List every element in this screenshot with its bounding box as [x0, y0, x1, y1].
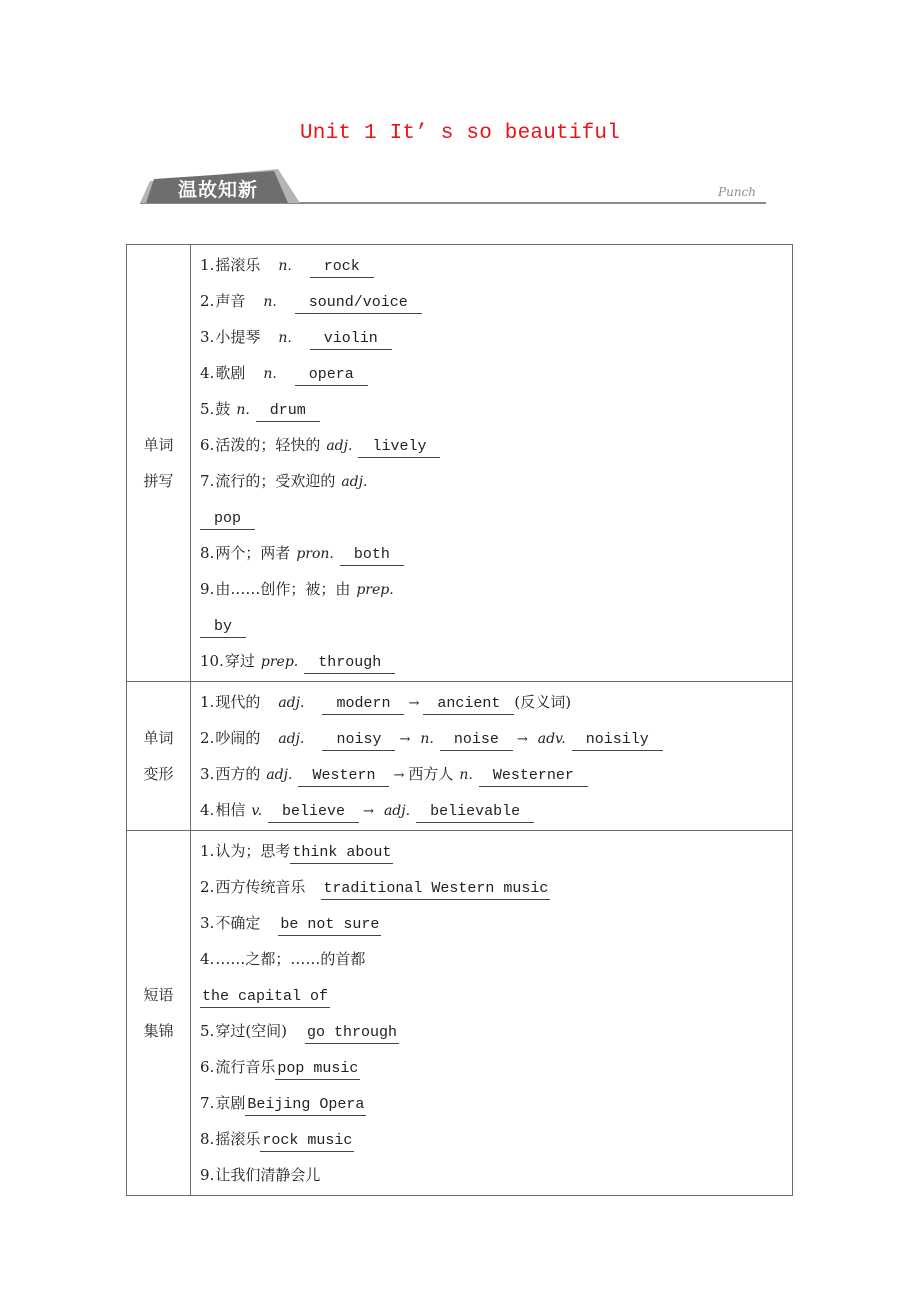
answer: Beijing Opera	[245, 1095, 366, 1116]
answer: go through	[305, 1023, 399, 1044]
list-item: 2.西方传统音乐 traditional Western music	[200, 869, 792, 905]
answer: rock	[310, 257, 374, 278]
answer: opera	[295, 365, 368, 386]
list-item: 6.流行音乐 pop music	[200, 1049, 792, 1085]
answer: Western	[298, 766, 389, 787]
items-cell	[191, 831, 793, 1196]
section-banner	[140, 169, 300, 203]
arrow-right-icon: →	[363, 804, 374, 819]
category-label: 拼写	[143, 472, 174, 490]
answer: ancient	[423, 694, 514, 715]
answer: lively	[358, 437, 440, 458]
page-title: Unit 1 It’ s so beautiful	[299, 122, 621, 145]
arrow-right-icon: →	[393, 768, 405, 783]
category-label: 单词	[143, 436, 174, 454]
category-label: 集锦	[143, 1022, 174, 1040]
list-item: 4.相信 v. believe → adj. believable	[200, 792, 792, 828]
answer: pop	[200, 509, 255, 530]
section-tag: Punch	[718, 185, 756, 199]
list-item: 5.穿过(空间) go through	[200, 1013, 792, 1049]
answer: think about	[290, 843, 393, 864]
list-item-continuation	[200, 607, 792, 643]
answer: rock music	[260, 1131, 354, 1152]
answer: both	[340, 545, 404, 566]
list-item: 9.由……创作；被；由 prep.	[200, 580, 394, 598]
answer: through	[304, 653, 395, 674]
answer: noisy	[322, 730, 395, 751]
list-item: 1.现代的 adj. modern → ancient (反义词)	[200, 684, 792, 720]
list-item: 8.两个；两者 pron. both	[200, 535, 792, 571]
answer: Westerner	[479, 766, 588, 787]
answer: drum	[256, 401, 320, 422]
category-cell	[127, 682, 191, 831]
list-item-continuation	[200, 499, 792, 535]
answer: sound/voice	[295, 293, 422, 314]
list-item: 2.吵闹的 adj. noisy → n. noise → adv. noisily	[200, 720, 792, 756]
items-cell	[191, 682, 793, 831]
list-item: 3.不确定 be not sure	[200, 905, 792, 941]
answer: noisily	[572, 730, 663, 751]
list-item: 2.声音 n. sound/voice	[200, 283, 792, 319]
category-cell	[127, 245, 191, 682]
list-item: 1.认为；思考 think about	[200, 833, 792, 869]
vocab-table	[126, 244, 793, 1196]
answer: believable	[416, 802, 534, 823]
category-cell	[127, 831, 191, 1196]
category-label: 短语	[143, 986, 174, 1004]
items-cell	[191, 245, 793, 682]
section-word-forms	[127, 682, 793, 831]
answer: be not sure	[278, 915, 381, 936]
arrow-right-icon: →	[516, 732, 528, 747]
list-item-continuation	[200, 977, 792, 1013]
section-spelling	[127, 245, 793, 682]
category-label: 单词	[143, 729, 174, 747]
list-item: 6.活泼的；轻快的 adj. lively	[200, 427, 792, 463]
arrow-right-icon: →	[408, 696, 420, 711]
answer: pop music	[275, 1059, 360, 1080]
section-phrases	[127, 831, 793, 1196]
answer: the capital of	[200, 987, 330, 1008]
answer: noise	[440, 730, 513, 751]
list-item: 5.鼓 n. drum	[200, 391, 792, 427]
category-label: 变形	[143, 765, 174, 783]
arrow-right-icon: →	[399, 732, 411, 747]
section-banner-label: 温故知新	[178, 179, 259, 201]
list-item: 10.穿过 prep. through	[200, 643, 792, 679]
list-item: 7.流行的；受欢迎的 adj.	[200, 472, 368, 490]
answer: violin	[310, 329, 392, 350]
list-item: 8.摇滚乐 rock music	[200, 1121, 792, 1157]
list-item: 4.歌剧 n. opera	[200, 355, 792, 391]
answer: by	[200, 617, 246, 638]
list-item: 4.……之都；……的首都	[200, 950, 366, 968]
section-header	[140, 163, 766, 207]
list-item: 7.京剧 Beijing Opera	[200, 1085, 792, 1121]
list-item: 3.西方的 adj. Western → 西方人 n. Westerner	[200, 756, 792, 792]
list-item: 3.小提琴 n. violin	[200, 319, 792, 355]
list-item: 9.让我们清静会儿	[200, 1166, 321, 1184]
answer: modern	[322, 694, 404, 715]
answer: traditional Western music	[321, 879, 550, 900]
list-item: 1.摇滚乐 n. rock	[200, 247, 792, 283]
answer: believe	[268, 802, 359, 823]
